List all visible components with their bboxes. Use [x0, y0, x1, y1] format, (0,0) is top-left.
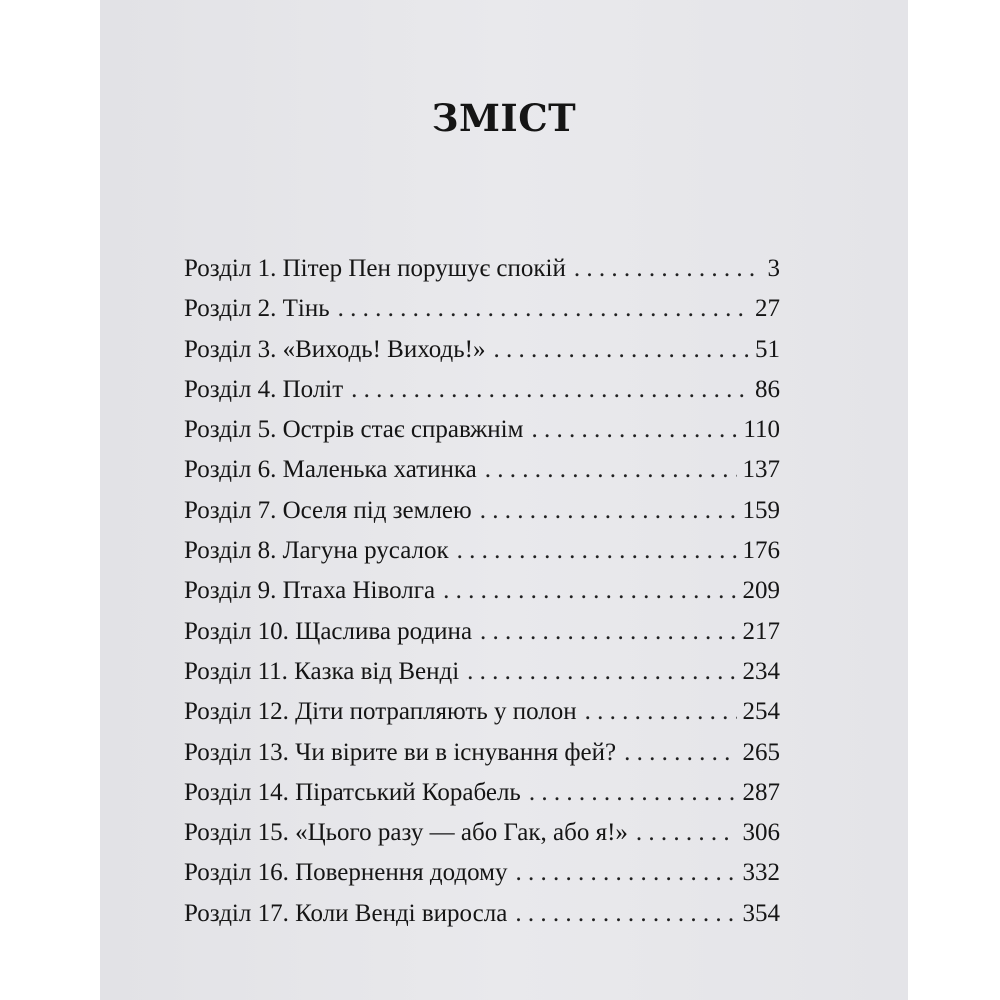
- toc-entry: [184, 537, 780, 577]
- toc-leader-dots: [338, 295, 749, 323]
- toc-entry-label: Розділ 3. «Виходь! Виходь!»: [184, 335, 486, 363]
- toc-entry-label: Розділ 15. «Цього разу — або Гак, або я!»: [184, 819, 628, 847]
- toc-entry-page: 354: [742, 899, 780, 927]
- toc-entry-page: 51: [755, 335, 780, 363]
- toc-leader-dots: [574, 255, 762, 283]
- toc-entry: [184, 497, 780, 537]
- toc-entry-label: Розділ 4. Політ: [184, 375, 344, 403]
- toc-entry-page: 176: [742, 537, 780, 565]
- toc-entry: [184, 376, 780, 416]
- toc-leader-dots: [467, 658, 736, 686]
- toc-entry-page: 287: [742, 778, 780, 806]
- toc-entry: [184, 577, 780, 617]
- toc-leader-dots: [515, 900, 736, 928]
- toc-leader-dots: [457, 537, 737, 565]
- toc-leader-dots: [636, 819, 737, 847]
- table-of-contents: [184, 255, 780, 940]
- toc-entry: [184, 658, 780, 698]
- toc-entry: [184, 698, 780, 738]
- toc-leader-dots: [515, 859, 736, 887]
- toc-leader-dots: [480, 618, 736, 646]
- toc-entry-label: Розділ 7. Оселя під землею: [184, 496, 472, 524]
- toc-leader-dots: [351, 376, 749, 404]
- toc-entry: [184, 295, 780, 335]
- toc-entry-label: Розділ 13. Чи вірите ви в існування фей?: [184, 738, 617, 766]
- toc-leader-dots: [529, 779, 737, 807]
- toc-entry-label: Розділ 14. Піратський Корабель: [184, 778, 521, 806]
- toc-entry-label: Розділ 12. Діти потрапляють у полон: [184, 698, 577, 726]
- toc-entry: [184, 618, 780, 658]
- toc-entry-page: 234: [742, 657, 780, 685]
- toc-entry-page: 306: [742, 819, 780, 847]
- toc-entry: [184, 456, 780, 496]
- toc-leader-dots: [531, 416, 737, 444]
- toc-entry: [184, 779, 780, 819]
- toc-entry-page: 254: [742, 698, 780, 726]
- toc-entry: [184, 900, 780, 940]
- toc-leader-dots: [494, 336, 749, 364]
- toc-leader-dots: [585, 698, 737, 726]
- toc-entry-label: Розділ 8. Лагуна русалок: [184, 537, 449, 565]
- toc-entry: [184, 255, 780, 295]
- toc-entry-page: 265: [742, 738, 780, 766]
- toc-entry-label: Розділ 5. Острів стає справжнім: [184, 416, 524, 444]
- toc-leader-dots: [624, 739, 736, 767]
- toc-entry-page: 137: [742, 456, 780, 484]
- toc-entry: [184, 859, 780, 899]
- toc-entry: [184, 336, 780, 376]
- toc-leader-dots: [443, 577, 736, 605]
- toc-entry-page: 27: [755, 295, 780, 323]
- toc-entry-label: Розділ 2. Тінь: [184, 295, 330, 323]
- toc-entry-page: 86: [755, 375, 780, 403]
- toc-entry-label: Розділ 1. Пітер Пен порушує спокій: [184, 255, 566, 282]
- toc-entry-page: 332: [742, 859, 780, 887]
- toc-entry-label: Розділ 11. Казка від Венді: [184, 657, 460, 685]
- toc-entry-page: 217: [742, 617, 780, 645]
- toc-entry-label: Розділ 9. Птаха Ніволга: [184, 577, 436, 605]
- toc-entry: [184, 416, 780, 456]
- toc-entry-label: Розділ 6. Маленька хатинка: [184, 456, 477, 484]
- toc-entry-page: 159: [742, 496, 780, 524]
- toc-entry-label: Розділ 10. Щаслива родина: [184, 617, 473, 645]
- page-title: ЗМІСТ: [431, 96, 577, 140]
- toc-entry: [184, 819, 780, 859]
- book-page: [100, 0, 908, 1000]
- toc-entry-page: 3: [767, 255, 780, 282]
- toc-entry: [184, 739, 780, 779]
- toc-entry-page: 110: [743, 416, 780, 444]
- toc-leader-dots: [485, 456, 737, 484]
- toc-leader-dots: [480, 497, 737, 525]
- toc-entry-page: 209: [742, 577, 780, 605]
- toc-entry-label: Розділ 16. Повернення додому: [184, 859, 508, 887]
- toc-entry-label: Розділ 17. Коли Венді виросла: [184, 899, 508, 927]
